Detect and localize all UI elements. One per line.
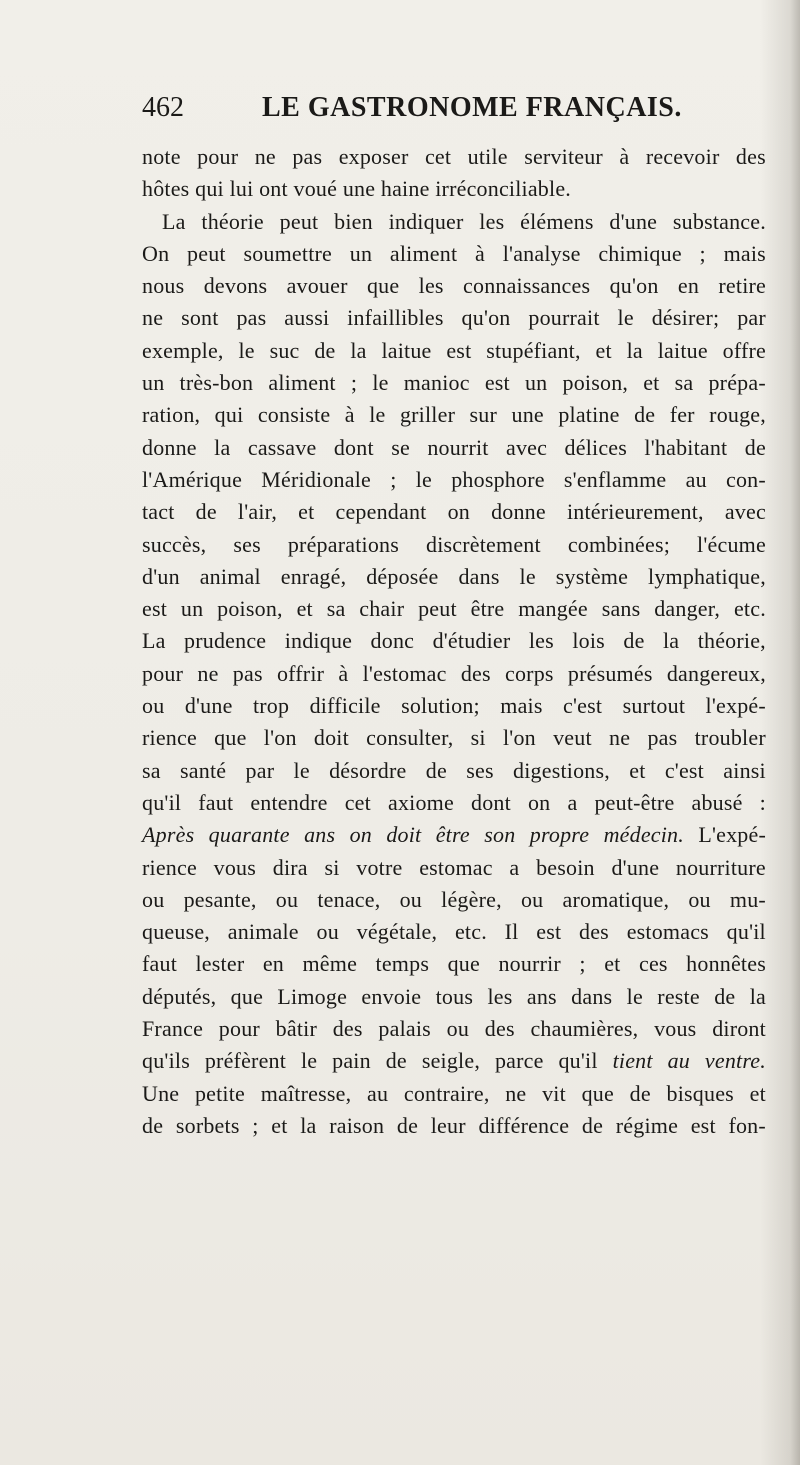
page-number: 462 [142,92,184,123]
text-line: La théorie peut bien indiquer les élémens d'une substance. [162,208,766,234]
text-line: Après quarante ans on doit être son propre médecin. L'expé- [142,822,766,848]
text-line: succès, ses préparations discrètement combinées; l'écume [142,531,766,557]
text-line: est un poison, et sa chair peut être mangée sans danger, etc. [142,596,766,622]
text-line: ration, qui consiste à le griller sur une platine de fer rouge, [142,402,766,428]
text-line: La prudence indique donc d'étudier les lois de la théorie, [142,628,766,654]
text-line: de sorbets ; et la raison de leur différence de régime est fon- [142,1112,766,1138]
text-line: nous devons avouer que les connaissances qu'on en retire [142,273,766,299]
text-line: députés, que Limoge envoie tous les ans dans le reste de la [142,983,766,1009]
text-line: note pour ne pas exposer cet utile serviteur à recevoir des [142,144,766,169]
text-line: ou pesante, ou tenace, ou légère, ou aromatique, ou mu- [142,886,766,912]
text-line: queuse, animale ou végétale, etc. Il est des estomacs qu'il [142,919,766,945]
text-line: exemple, le suc de la laitue est stupéfiant, et la laitue offre [142,337,766,363]
text-line: ou d'une trop difficile solution; mais c'est surtout l'expé- [142,693,766,719]
running-title: LE GASTRONOME FRANÇAIS. [262,92,682,123]
text-line: un très-bon aliment ; le manioc est un poison, et sa prépa- [142,370,766,396]
text-line: d'un animal enragé, déposée dans le système lymphatique, [142,563,766,589]
text-line: On peut soumettre un aliment à l'analyse chimique ; mais [142,240,766,266]
text-line: France pour bâtir des palais ou des chaumières, vous diront [142,1016,766,1042]
text-line: tact de l'air, et cependant on donne intérieurement, avec [142,499,766,525]
text-line: pour ne pas offrir à l'estomac des corps présumés dangereux, [142,660,766,686]
text-line: sa santé par le désordre de ses digestions, et c'est ainsi [142,757,766,783]
text-line: rience vous dira si votre estomac a besoin d'une nourriture [142,854,766,880]
text-line: ne sont pas aussi infaillibles qu'on pourrait le désirer; par [142,305,766,331]
text-line: qu'il faut entendre cet axiome dont on a peut-être abusé : [142,789,766,815]
text-line: hôtes qui lui ont voué une haine irréconciliable. [142,176,571,202]
text-line: rience que l'on doit consulter, si l'on veut ne pas troubler [142,725,766,751]
text-line: qu'ils préfèrent le pain de seigle, parce qu'il tient au ventre. [142,1048,766,1074]
text-line: Une petite maîtresse, au contraire, ne vit que de bisques et [142,1080,766,1106]
text-line: faut lester en même temps que nourrir ; et ces honnêtes [142,951,766,977]
running-head [142,88,682,128]
text-line: l'Amérique Méridionale ; le phosphore s'enflamme au con- [142,466,766,492]
text-line: donne la cassave dont se nourrit avec délices l'habitant de [142,434,766,460]
body-text [142,141,766,1142]
